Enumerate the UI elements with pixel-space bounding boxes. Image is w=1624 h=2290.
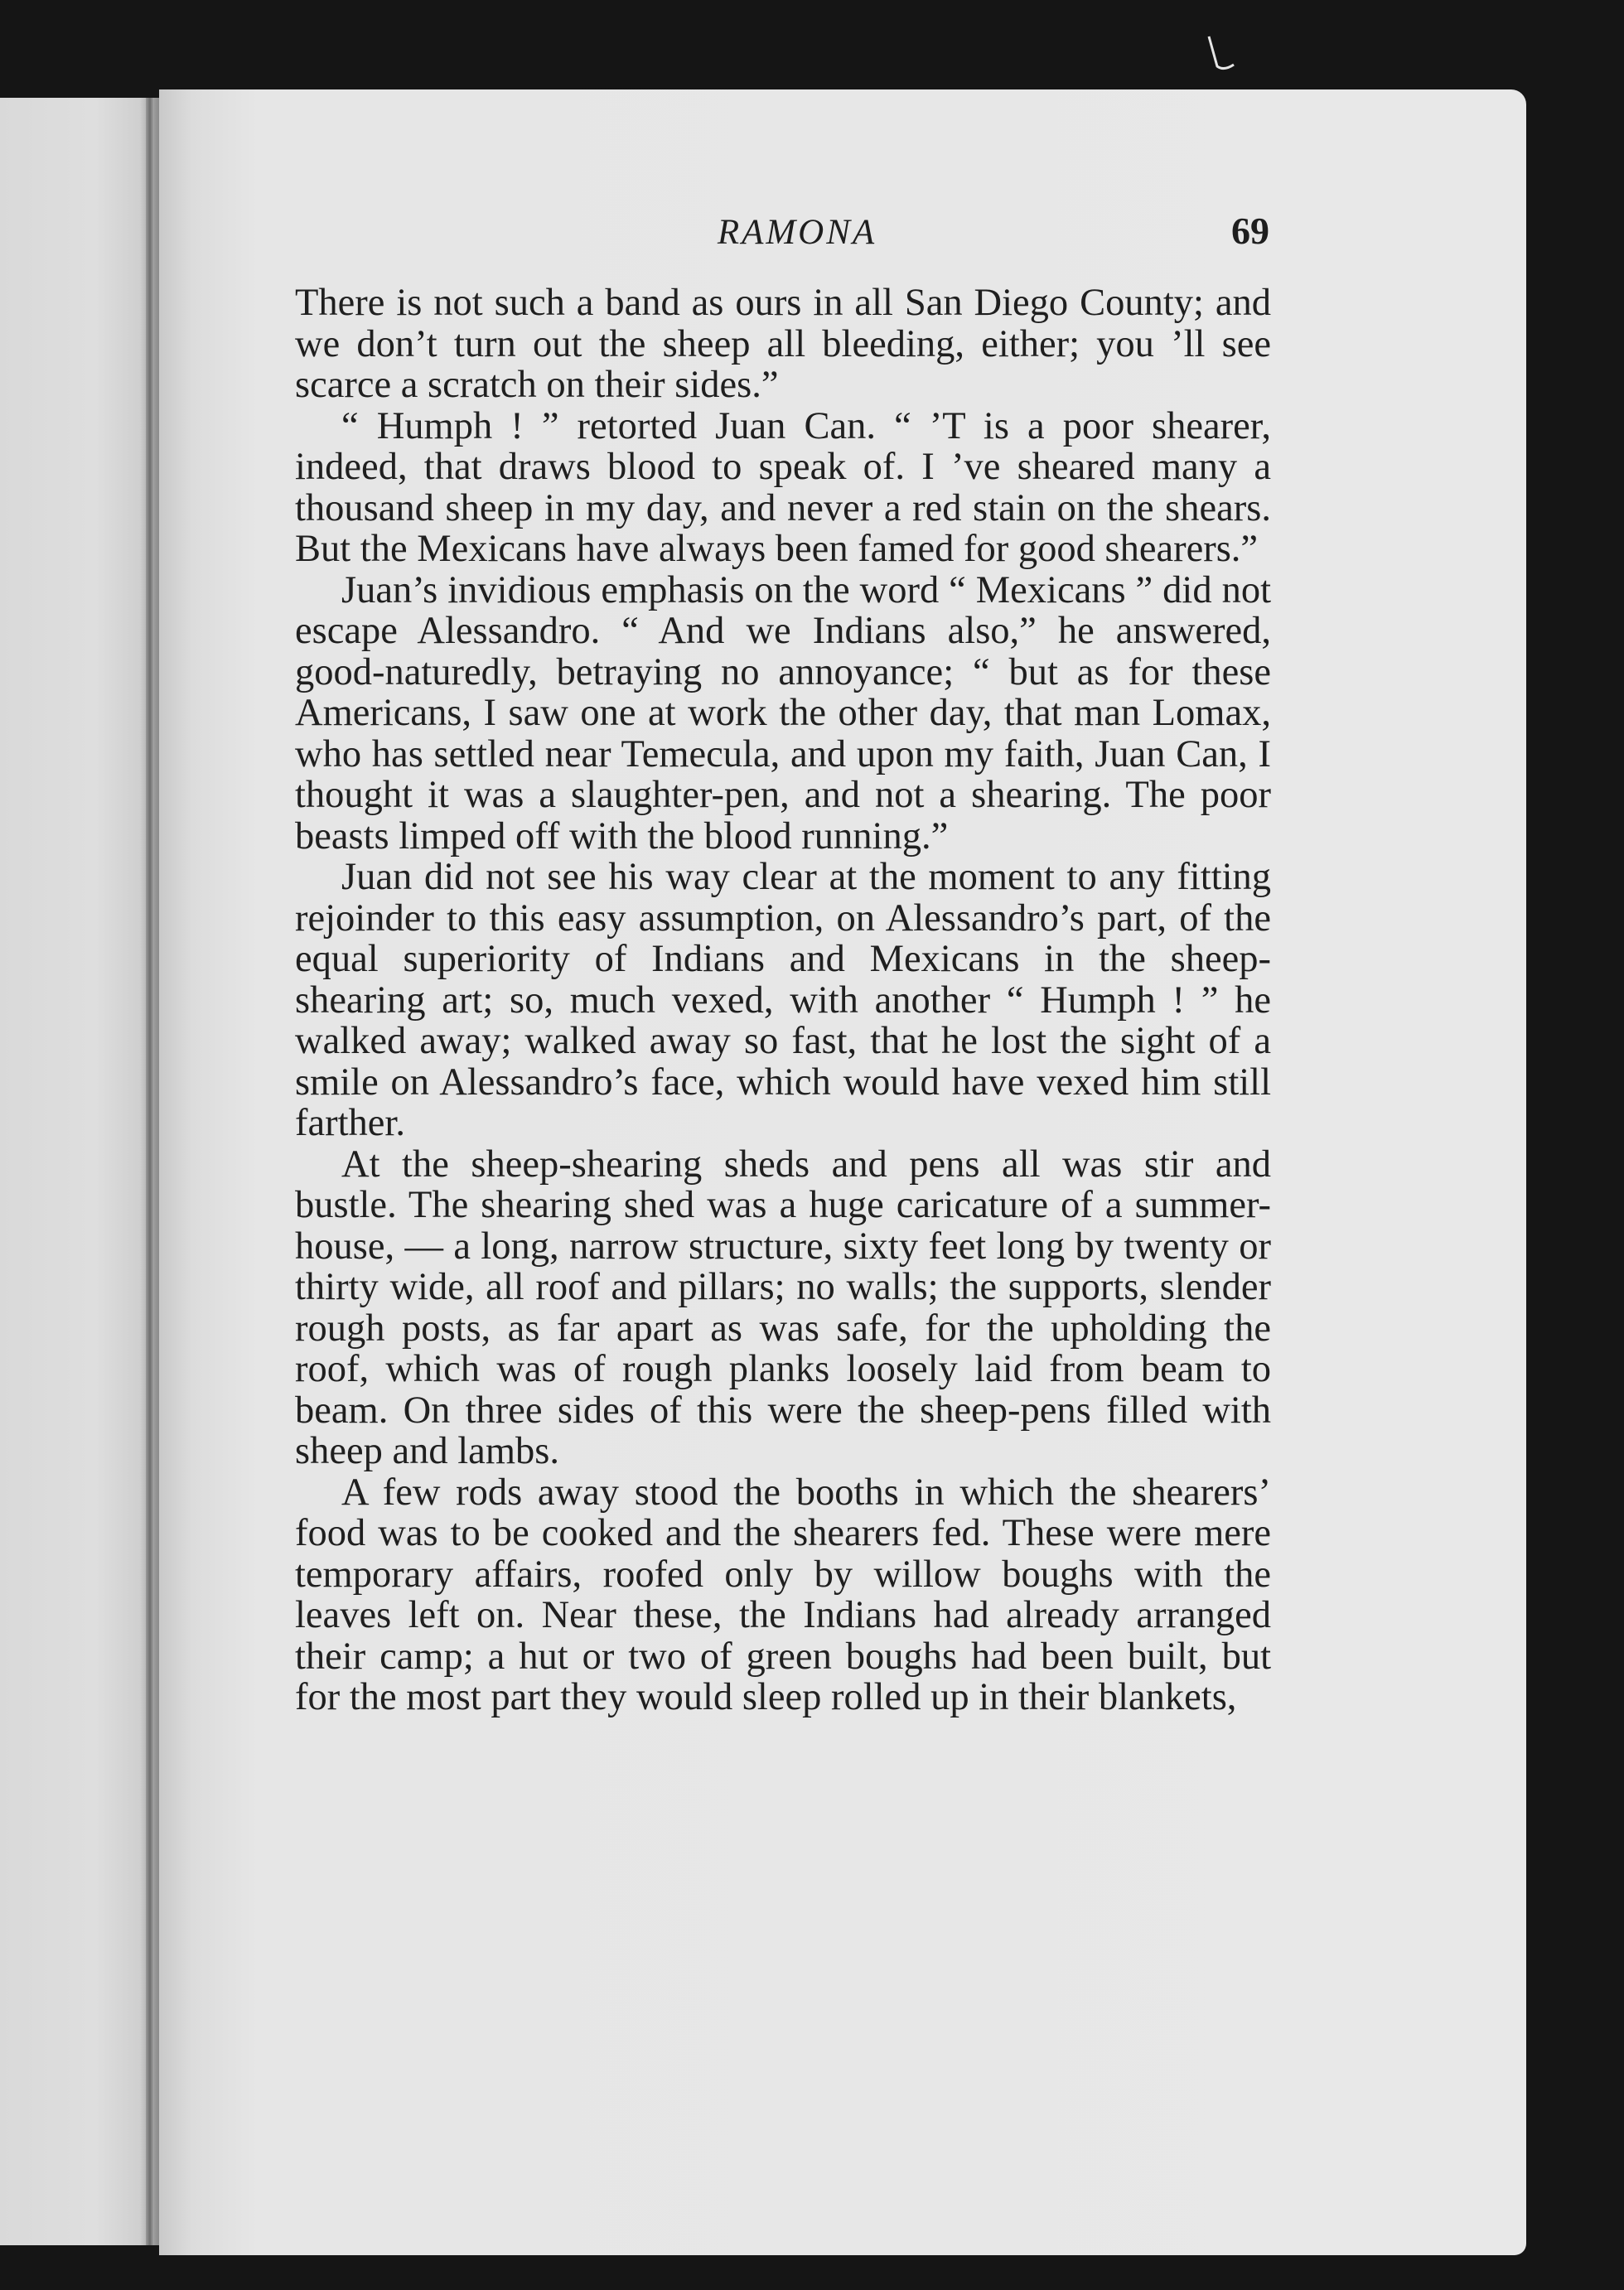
body-text <box>295 283 1271 1718</box>
page-number: 69 <box>1231 210 1269 252</box>
paragraph: “ Humph ! ” retorted Juan Can. “ ’T is a poor shearer, indeed, that draws blood to speak of. I ’ve sheared many a thousand sheep in my day, and never a red stain on the shears. But the Mexicans have always been famed for good shearers.” <box>295 404 1271 570</box>
paragraph: Juan did not see his way clear at the moment to any fitting rejoinder to this easy assumption, on Alessandro’s part, of the equal superiority of Indians and Mexicans in the sheep-shearing art; so, much vexed, with another “ Humph ! ” he walked away; walked away so fast, that he lost the sight of a smile on Alessandro’s face, which would have vexed him still farther. <box>295 856 1271 1144</box>
paragraph: At the sheep-shearing sheds and pens all was stir and bustle. The shearing shed was a huge caricature of a summer-house, — a long, narrow structure, sixty feet long by twenty or thirty wide, all roof and pillars; no walls; the supports, slender rough posts, as far apart as was safe, for the upholding the roof, which was of rough planks loosely laid from beam to beam. On three sides of this were the sheep-pens filled with sheep and lambs. <box>295 1143 1271 1472</box>
scan-mark <box>1206 33 1239 83</box>
paragraph: Juan’s invidious emphasis on the word “ Mexicans ” did not escape Alessandro. “ And we Indians also,” he answered, good-naturedly, betraying no annoyance; “ but as for these Americans, I saw one at work the other day, that man Lomax, who has settled near Temecula, and upon my faith, Juan Can, I thought it was a slaughter-pen, and not a shearing. The poor beasts limped off with the blood running.” <box>295 568 1271 858</box>
running-head <box>292 204 1269 262</box>
paragraph: There is not such a band as ours in all San Diego County; and we don’t turn out the sheep all bleeding, either; you ’ll see scarce a scratch on their sides.” <box>295 282 1271 406</box>
paragraph: A few rods away stood the booths in which the shearers’ food was to be cooked and the shearers fed. These were mere temporary affairs, roofed only by willow boughs with the leaves left on. Near these, the Indians had already arranged their camp; a hut or two of green boughs had been built, but for the most part they would sleep rolled up in their blankets, <box>295 1471 1271 1718</box>
facing-page-edge <box>0 98 159 2245</box>
running-title: RAMONA <box>717 213 877 252</box>
book-gutter <box>146 98 154 2245</box>
